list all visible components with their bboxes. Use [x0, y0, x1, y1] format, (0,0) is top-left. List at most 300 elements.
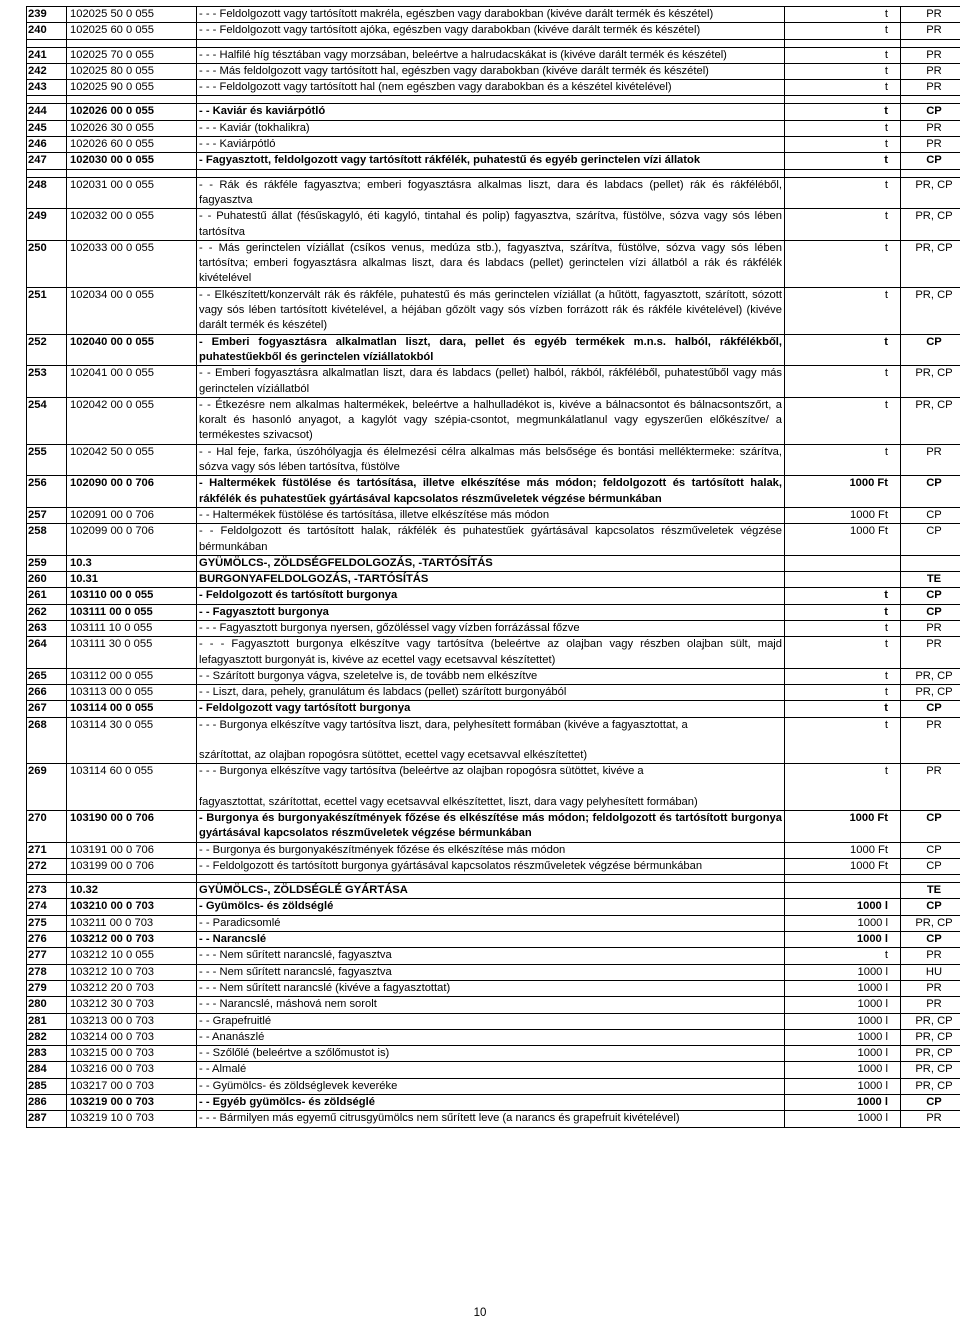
row-number: 282: [27, 1029, 67, 1045]
gap-cell: [785, 39, 901, 47]
row-number: 277: [27, 948, 67, 964]
unit: t: [785, 7, 901, 23]
table-row: [27, 524, 960, 556]
product-description: - Burgonya és burgonyakészítmények főzése és elkészítése más módon; feldolgozott és tartósított burgonya gyártásával kapcsolatos részműveletek végzése bérmunkában: [197, 810, 785, 842]
table-row: [27, 1046, 960, 1062]
unit: t: [785, 153, 901, 169]
row-number: 274: [27, 899, 67, 915]
unit: 1000 l: [785, 1111, 901, 1127]
product-code: 103212 10 0 703: [67, 964, 197, 980]
table-row: [27, 620, 960, 636]
gap-cell: [27, 875, 67, 883]
product-code: 103216 00 0 703: [67, 1062, 197, 1078]
unit: t: [785, 47, 901, 63]
survey-type: PR: [901, 948, 960, 964]
row-number: 245: [27, 120, 67, 136]
unit: t: [785, 23, 901, 39]
product-description: - - Grapefruitlé: [197, 1013, 785, 1029]
survey-type: PR, CP: [901, 240, 960, 287]
unit: 1000 l: [785, 1029, 901, 1045]
survey-type: PR: [901, 444, 960, 476]
row-number: 251: [27, 287, 67, 334]
table-row: [27, 104, 960, 120]
table-row: [27, 334, 960, 366]
unit: t: [785, 63, 901, 79]
survey-type: PR, CP: [901, 177, 960, 209]
gap-cell: [901, 169, 960, 177]
row-number: 249: [27, 209, 67, 241]
unit: 1000 l: [785, 964, 901, 980]
survey-type: CP: [901, 604, 960, 620]
product-code: 103113 00 0 055: [67, 685, 197, 701]
table-row: [27, 932, 960, 948]
row-number: 258: [27, 524, 67, 556]
unit: t: [785, 120, 901, 136]
survey-type: PR: [901, 7, 960, 23]
product-description: - - - Nem sűrített narancslé, fagyasztva: [197, 948, 785, 964]
survey-type: CP: [901, 899, 960, 915]
survey-type: PR, CP: [901, 1046, 960, 1062]
product-code: 103112 00 0 055: [67, 668, 197, 684]
table-row: [27, 1111, 960, 1127]
product-description: - - Almalé: [197, 1062, 785, 1078]
product-list-table: [26, 6, 960, 1128]
table-row: [27, 47, 960, 63]
product-code: 102030 00 0 055: [67, 153, 197, 169]
table-row: [27, 980, 960, 996]
gap-cell: [901, 96, 960, 104]
unit: t: [785, 287, 901, 334]
gap-cell: [27, 39, 67, 47]
product-code: 102025 50 0 055: [67, 7, 197, 23]
gap-cell: [197, 39, 785, 47]
product-code: 102025 60 0 055: [67, 23, 197, 39]
table-row: [27, 287, 960, 334]
product-description: - - - Bármilyen más egyemű citrusgyümölcs nem sűrített leve (a narancs és grapefruit kivételével): [197, 1111, 785, 1127]
row-number: 263: [27, 620, 67, 636]
table-row: [27, 915, 960, 931]
survey-type: PR, CP: [901, 287, 960, 334]
product-code: 10.3: [67, 555, 197, 571]
row-number: 239: [27, 7, 67, 23]
row-number: 243: [27, 80, 67, 96]
unit: t: [785, 637, 901, 669]
table-row: [27, 701, 960, 717]
row-gap: [27, 39, 960, 47]
product-code: 102025 90 0 055: [67, 80, 197, 96]
row-number: 276: [27, 932, 67, 948]
survey-type: CP: [901, 701, 960, 717]
product-description: - - Gyümölcs- és zöldséglevek keveréke: [197, 1078, 785, 1094]
product-code: 103215 00 0 703: [67, 1046, 197, 1062]
survey-type: PR: [901, 764, 960, 811]
table-row: [27, 444, 960, 476]
unit: 1000 l: [785, 997, 901, 1013]
gap-cell: [27, 96, 67, 104]
product-code: 102026 00 0 055: [67, 104, 197, 120]
product-description: - - Feldolgozott és tartósított halak, rákfélék és puhatestűek gyártásával kapcsolatos részműveletek végzése bérmunkában: [197, 524, 785, 556]
row-number: 286: [27, 1095, 67, 1111]
unit: 1000 l: [785, 1078, 901, 1094]
row-number: 242: [27, 63, 67, 79]
row-number: 244: [27, 104, 67, 120]
row-number: 281: [27, 1013, 67, 1029]
unit: 1000 l: [785, 899, 901, 915]
product-description: - Fagyasztott, feldolgozott vagy tartósított rákfélék, puhatestű és egyéb gerinctelen vízi állatok: [197, 153, 785, 169]
row-number: 268: [27, 717, 67, 764]
survey-type: PR, CP: [901, 668, 960, 684]
product-code: 102042 00 0 055: [67, 397, 197, 444]
table-body: [27, 7, 960, 1128]
product-description: - - Feldolgozott és tartósított burgonya gyártásával kapcsolatos részműveletek végzése bérmunkában: [197, 858, 785, 874]
unit: 1000 Ft: [785, 810, 901, 842]
product-code: 103212 10 0 055: [67, 948, 197, 964]
table-row: [27, 137, 960, 153]
unit: t: [785, 620, 901, 636]
row-number: 250: [27, 240, 67, 287]
product-code: 103114 60 0 055: [67, 764, 197, 811]
unit: [785, 555, 901, 571]
product-description: GYÜMÖLCS-, ZÖLDSÉGFELDOLGOZÁS, -TARTÓSÍTÁS: [197, 555, 785, 571]
row-number: 257: [27, 507, 67, 523]
product-code: 102040 00 0 055: [67, 334, 197, 366]
product-description: - - - Narancslé, máshová nem sorolt: [197, 997, 785, 1013]
product-code: 103114 30 0 055: [67, 717, 197, 764]
row-number: 280: [27, 997, 67, 1013]
product-description: - - - Fagyasztott burgonya elkészítve vagy tartósítva (beleértve az olajban vagy részben olajban sült, majd lefagyasztott burgonyát is, kivéve az ecettel vagy ecetsavval készítettet): [197, 637, 785, 669]
unit: t: [785, 444, 901, 476]
survey-type: PR, CP: [901, 1062, 960, 1078]
row-number: 246: [27, 137, 67, 153]
table-row: [27, 883, 960, 899]
product-description: - Haltermékek füstölése és tartósítása, illetve elkészítése más módon; feldolgozott és tartósított halak, rákfélék és puhatestűek gyártásával kapcsolatos részműveletek végzése bérmunkában: [197, 476, 785, 508]
unit: t: [785, 80, 901, 96]
product-code: 102090 00 0 706: [67, 476, 197, 508]
product-code: 103214 00 0 703: [67, 1029, 197, 1045]
page-number: 10: [473, 1307, 487, 1319]
product-description: - - Más gerinctelen víziállat (csíkos venus, medúza stb.), fagyasztva, szárítva, füstölve, sózva vagy sós lében tartósítva; emberi fogyasztásra alkalmas liszt, dara és labdacs (pellet) gerinctelen vízi állatból a rák és rákfélék kivételével: [197, 240, 785, 287]
row-number: 266: [27, 685, 67, 701]
gap-cell: [67, 875, 197, 883]
survey-type: PR: [901, 137, 960, 153]
product-code: 103212 00 0 703: [67, 932, 197, 948]
row-number: 284: [27, 1062, 67, 1078]
product-description: - Feldolgozott vagy tartósított burgonya: [197, 701, 785, 717]
table-row: [27, 153, 960, 169]
survey-type: PR, CP: [901, 397, 960, 444]
product-code: 102025 70 0 055: [67, 47, 197, 63]
row-number: 247: [27, 153, 67, 169]
table-row: [27, 555, 960, 571]
gap-cell: [67, 96, 197, 104]
survey-type: PR: [901, 80, 960, 96]
unit: 1000 Ft: [785, 524, 901, 556]
product-description: - - Burgonya és burgonyakészítmények főzése és elkészítése más módon: [197, 842, 785, 858]
row-number: 255: [27, 444, 67, 476]
product-description: - - - Fagyasztott burgonya nyersen, gőzöléssel vagy vízben forrázással főzve: [197, 620, 785, 636]
product-description: - - - Feldolgozott vagy tartósított hal (nem egészben vagy darabokban és a készétel kivételével): [197, 80, 785, 96]
row-gap: [27, 875, 960, 883]
unit: [785, 883, 901, 899]
row-number: 264: [27, 637, 67, 669]
table-row: [27, 764, 960, 811]
survey-type: PR: [901, 120, 960, 136]
product-code: 103212 30 0 703: [67, 997, 197, 1013]
survey-type: TE: [901, 883, 960, 899]
row-number: 283: [27, 1046, 67, 1062]
unit: t: [785, 334, 901, 366]
gap-cell: [901, 39, 960, 47]
table-row: [27, 964, 960, 980]
product-description: BURGONYAFELDOLGOZÁS, -TARTÓSÍTÁS: [197, 572, 785, 588]
unit: 1000 l: [785, 1095, 901, 1111]
survey-type: CP: [901, 842, 960, 858]
row-number: 248: [27, 177, 67, 209]
product-code: 103213 00 0 703: [67, 1013, 197, 1029]
product-code: 103191 00 0 706: [67, 842, 197, 858]
unit: [785, 572, 901, 588]
gap-cell: [785, 875, 901, 883]
unit: t: [785, 588, 901, 604]
unit: 1000 Ft: [785, 858, 901, 874]
product-description: - - - Nem sűrített narancslé, fagyasztva: [197, 964, 785, 980]
product-code: 103210 00 0 703: [67, 899, 197, 915]
unit: 1000 Ft: [785, 507, 901, 523]
table-row: [27, 604, 960, 620]
table-row: [27, 1013, 960, 1029]
row-number: 253: [27, 366, 67, 398]
table-row: [27, 899, 960, 915]
row-number: 271: [27, 842, 67, 858]
product-description: [197, 764, 785, 811]
unit: t: [785, 177, 901, 209]
table-row: [27, 637, 960, 669]
survey-type: CP: [901, 507, 960, 523]
unit: 1000 l: [785, 915, 901, 931]
row-gap: [27, 96, 960, 104]
survey-type: PR: [901, 1111, 960, 1127]
product-description: - - Ananászlé: [197, 1029, 785, 1045]
product-code: 103190 00 0 706: [67, 810, 197, 842]
unit: t: [785, 948, 901, 964]
product-code: 102026 60 0 055: [67, 137, 197, 153]
product-description: - Feldolgozott és tartósított burgonya: [197, 588, 785, 604]
survey-type: CP: [901, 1095, 960, 1111]
row-number: 256: [27, 476, 67, 508]
row-number: 240: [27, 23, 67, 39]
gap-cell: [197, 169, 785, 177]
product-code: 103219 00 0 703: [67, 1095, 197, 1111]
unit: t: [785, 137, 901, 153]
table-row: [27, 717, 960, 764]
product-code: 102034 00 0 055: [67, 287, 197, 334]
survey-type: CP: [901, 153, 960, 169]
survey-type: PR, CP: [901, 915, 960, 931]
survey-type: PR, CP: [901, 209, 960, 241]
survey-type: PR, CP: [901, 1029, 960, 1045]
table-row: [27, 7, 960, 23]
product-code: 102099 00 0 706: [67, 524, 197, 556]
table-row: [27, 1078, 960, 1094]
row-number: 273: [27, 883, 67, 899]
product-description: - - - Halfilé híg tésztában vagy morzsában, beleértve a halrudacskákat is (kivéve darált termék és készétel): [197, 47, 785, 63]
unit: 1000 Ft: [785, 476, 901, 508]
product-code: 102033 00 0 055: [67, 240, 197, 287]
product-description: - Gyümölcs- és zöldséglé: [197, 899, 785, 915]
survey-type: HU: [901, 964, 960, 980]
table-row: [27, 63, 960, 79]
table-row: [27, 397, 960, 444]
unit: 1000 l: [785, 932, 901, 948]
survey-type: PR: [901, 980, 960, 996]
table-row: [27, 209, 960, 241]
unit: t: [785, 717, 901, 764]
row-number: 265: [27, 668, 67, 684]
table-row: [27, 366, 960, 398]
description-line: - - - Burgonya elkészítve vagy tartósítva (beleértve az olajban ropogósra sütöttet, kivéve a: [199, 765, 644, 778]
product-code: 103212 20 0 703: [67, 980, 197, 996]
product-code: 103110 00 0 055: [67, 588, 197, 604]
product-description: - - Narancslé: [197, 932, 785, 948]
product-code: 102025 80 0 055: [67, 63, 197, 79]
unit: t: [785, 685, 901, 701]
row-number: 279: [27, 980, 67, 996]
product-code: 103114 00 0 055: [67, 701, 197, 717]
product-description: GYÜMÖLCS-, ZÖLDSÉGLÉ GYÁRTÁSA: [197, 883, 785, 899]
survey-type: [901, 555, 960, 571]
row-number: 267: [27, 701, 67, 717]
gap-cell: [785, 169, 901, 177]
product-code: 102026 30 0 055: [67, 120, 197, 136]
table-row: [27, 948, 960, 964]
row-gap: [27, 169, 960, 177]
survey-type: CP: [901, 476, 960, 508]
survey-type: PR: [901, 717, 960, 764]
product-description: - - Étkezésre nem alkalmas haltermékek, beleértve a halhulladékot is, kivéve a bálnacsontot és bálnacsontszőrt, a koralt és hasonló anyagot, a kagylót vagy szépia-csontot, megmunkálatlanul vagy egyszerűen előkészítve/ a termékestes szivacsot): [197, 397, 785, 444]
product-description: - - Hal feje, farka, úszóhólyagja és élelmezési célra alkalmas más belsősége és bontási melléktermeke: szárítva, sózva vagy sós lében tartósítva, füstölve: [197, 444, 785, 476]
product-description: - - Paradicsomlé: [197, 915, 785, 931]
product-description: - - - Nem sűrített narancslé (kivéve a fagyasztottat): [197, 980, 785, 996]
product-code: 103111 00 0 055: [67, 604, 197, 620]
table-row: [27, 858, 960, 874]
row-number: 259: [27, 555, 67, 571]
survey-type: TE: [901, 572, 960, 588]
survey-type: PR: [901, 997, 960, 1013]
table-row: [27, 588, 960, 604]
survey-type: PR, CP: [901, 685, 960, 701]
table-row: [27, 997, 960, 1013]
unit: 1000 l: [785, 1062, 901, 1078]
unit: 1000 l: [785, 1013, 901, 1029]
unit: t: [785, 209, 901, 241]
row-number: 269: [27, 764, 67, 811]
row-number: 287: [27, 1111, 67, 1127]
gap-cell: [785, 96, 901, 104]
product-code: 102031 00 0 055: [67, 177, 197, 209]
unit: 1000 l: [785, 980, 901, 996]
table-row: [27, 80, 960, 96]
product-description: - - Puhatestű állat (fésűskagyló, éti kagyló, tintahal és polip) fagyasztva, szárítva, füstölve, sózva vagy sós lében tartósítva: [197, 209, 785, 241]
product-code: 103219 10 0 703: [67, 1111, 197, 1127]
survey-type: PR, CP: [901, 366, 960, 398]
survey-type: PR: [901, 47, 960, 63]
product-code: 103217 00 0 703: [67, 1078, 197, 1094]
table-row: [27, 1062, 960, 1078]
product-code: 102032 00 0 055: [67, 209, 197, 241]
product-description: - - - Más feldolgozott vagy tartósított hal, egészben vagy darabokban (kivéve darált termék és készétel): [197, 63, 785, 79]
table-row: [27, 177, 960, 209]
survey-type: PR: [901, 23, 960, 39]
product-description: - Emberi fogyasztásra alkalmatlan liszt, dara, pellet és egyéb termékek m.n.s. halból, rákfélékből, puhatestűekből és gerinctelen víziállatokból: [197, 334, 785, 366]
description-continuation: szárítottat, az olajban ropogósra sütöttet, ecettel vagy ecetsavval elkészítettet): [199, 749, 588, 762]
table-row: [27, 507, 960, 523]
survey-type: CP: [901, 104, 960, 120]
unit: t: [785, 701, 901, 717]
survey-type: PR: [901, 620, 960, 636]
survey-type: PR: [901, 637, 960, 669]
row-number: 285: [27, 1078, 67, 1094]
survey-type: PR, CP: [901, 1013, 960, 1029]
unit: t: [785, 397, 901, 444]
survey-type: CP: [901, 858, 960, 874]
product-description: - - Liszt, dara, pehely, granulátum és labdacs (pellet) szárított burgonyából: [197, 685, 785, 701]
product-code: 102042 50 0 055: [67, 444, 197, 476]
product-code: 10.31: [67, 572, 197, 588]
product-description: - - Elkészített/konzervált rák és rákféle, puhatestű és más gerinctelen víziállat (a hűtött, fagyasztott, szárított, sózott vagy sós lében tartósított kivételével, a héjában gőzölt vagy sós vízben forrázott rák és rákféle kivételével) (kivéve darált termék és készétel): [197, 287, 785, 334]
table-row: [27, 23, 960, 39]
product-description: - - Szőlőlé (beleértve a szőlőmustot is): [197, 1046, 785, 1062]
gap-cell: [197, 875, 785, 883]
unit: t: [785, 104, 901, 120]
table-row: [27, 810, 960, 842]
product-description: - - Haltermékek füstölése és tartósítása, illetve elkészítése más módon: [197, 507, 785, 523]
product-description: - - - Feldolgozott vagy tartósított ajóka, egészben vagy darabokban (kivéve darált termék és készétel): [197, 23, 785, 39]
product-code: 103211 00 0 703: [67, 915, 197, 931]
row-number: 270: [27, 810, 67, 842]
survey-type: CP: [901, 810, 960, 842]
row-number: 254: [27, 397, 67, 444]
survey-type: CP: [901, 334, 960, 366]
table-row: [27, 668, 960, 684]
product-code: 102091 00 0 706: [67, 507, 197, 523]
row-number: 252: [27, 334, 67, 366]
product-description: - - Emberi fogyasztásra alkalmatlan liszt, dara és labdacs (pellet) halból, rákból, rákféléből, puhatestűből vagy más gerinctelen víziállatból: [197, 366, 785, 398]
product-code: 102041 00 0 055: [67, 366, 197, 398]
product-description: [197, 717, 785, 764]
gap-cell: [197, 96, 785, 104]
product-code: 103111 10 0 055: [67, 620, 197, 636]
row-number: 262: [27, 604, 67, 620]
product-description: - - Fagyasztott burgonya: [197, 604, 785, 620]
table-row: [27, 120, 960, 136]
survey-type: CP: [901, 588, 960, 604]
row-number: 275: [27, 915, 67, 931]
table-row: [27, 842, 960, 858]
survey-type: PR: [901, 63, 960, 79]
product-description: - - Kaviár és kaviárpótló: [197, 104, 785, 120]
gap-cell: [27, 169, 67, 177]
product-description: - - Egyéb gyümölcs- és zöldséglé: [197, 1095, 785, 1111]
product-code: 103111 30 0 055: [67, 637, 197, 669]
table-row: [27, 240, 960, 287]
unit: t: [785, 240, 901, 287]
product-description: - - - Kaviárpótló: [197, 137, 785, 153]
table-row: [27, 1095, 960, 1111]
product-code: 10.32: [67, 883, 197, 899]
product-description: - - - Feldolgozott vagy tartósított makréla, egészben vagy darabokban (kivéve darált termék és készétel): [197, 7, 785, 23]
unit: t: [785, 668, 901, 684]
unit: 1000 Ft: [785, 842, 901, 858]
